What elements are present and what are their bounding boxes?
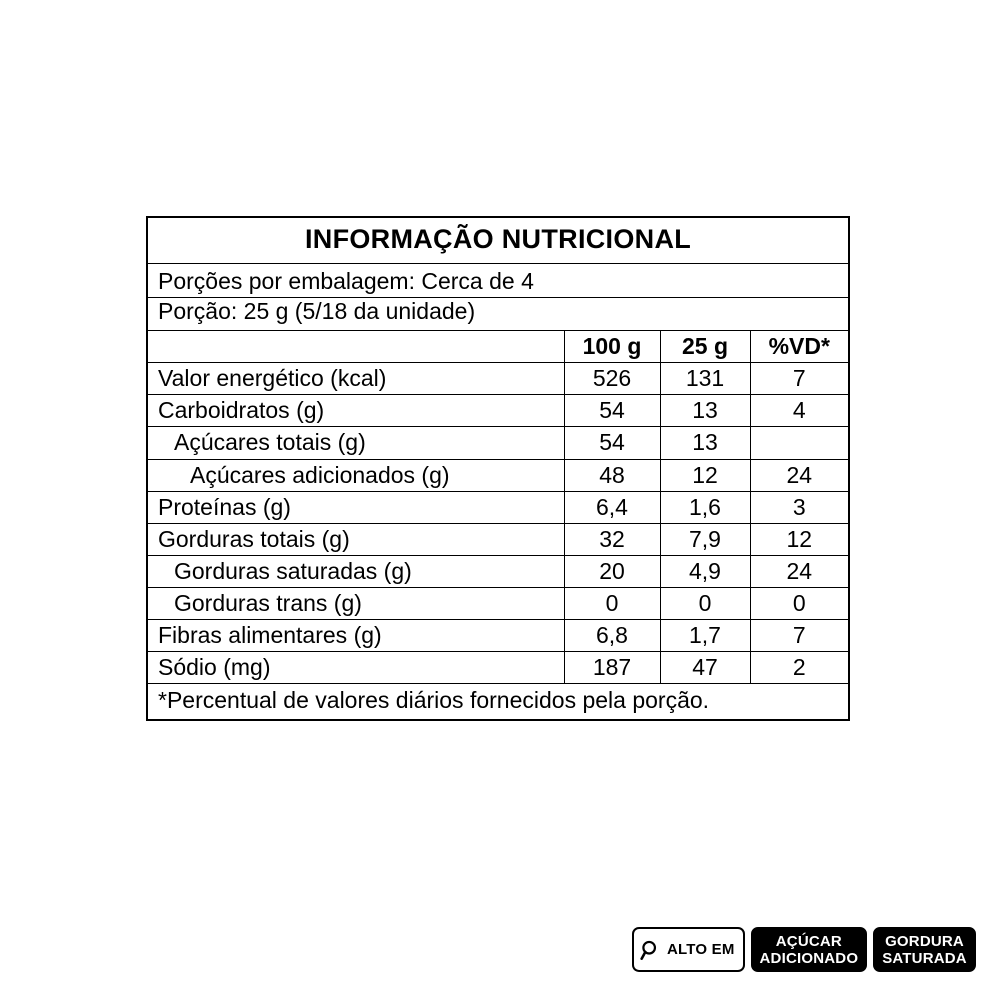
nutrient-name: Sódio (mg) [148,652,564,684]
nutrient-value-vd: 24 [750,555,848,587]
nutrient-value-vd: 7 [750,620,848,652]
seal-alto-em [632,927,745,972]
seal-gordura-saturada [873,927,976,972]
nutrient-value-vd: 4 [750,395,848,427]
table-row [148,363,848,395]
servings-per-package: Porções por embalagem: Cerca de 4 [148,263,848,297]
table-row-portion [148,297,848,330]
nutrient-name: Gorduras totais (g) [148,523,564,555]
seal-gordura-line2: SATURADA [882,949,967,967]
nutrient-value-25g: 12 [660,459,750,491]
column-header-100g: 100 g [564,331,660,363]
table-row-footnote [148,684,848,719]
nutrient-value-vd: 24 [750,459,848,491]
seal-gordura-line1: GORDURA [885,932,964,950]
table-row-header [148,331,848,363]
nutrient-value-25g: 4,9 [660,555,750,587]
table-row [148,427,848,459]
table-row [148,588,848,620]
column-header-vd: %VD* [750,331,848,363]
magnifier-icon [640,939,662,961]
portion-size: Porção: 25 g (5/18 da unidade) [148,297,848,330]
nutrient-value-100g: 6,4 [564,491,660,523]
nutrition-table [148,218,848,719]
nutrient-value-25g: 47 [660,652,750,684]
nutrient-value-vd [750,427,848,459]
seal-acucar-adicionado [751,927,868,972]
nutrient-value-25g: 1,6 [660,491,750,523]
nutrient-value-25g: 131 [660,363,750,395]
nutrient-value-25g: 1,7 [660,620,750,652]
nutrient-name: Fibras alimentares (g) [148,620,564,652]
nutrient-name: Gorduras saturadas (g) [148,555,564,587]
nutrient-value-vd: 0 [750,588,848,620]
nutrient-name: Valor energético (kcal) [148,363,564,395]
nutrient-value-100g: 526 [564,363,660,395]
nutrient-name: Carboidratos (g) [148,395,564,427]
nutrient-value-100g: 48 [564,459,660,491]
column-header-blank [148,331,564,363]
nutrient-name: Açúcares adicionados (g) [148,459,564,491]
nutrient-value-vd: 7 [750,363,848,395]
nutrient-name: Proteínas (g) [148,491,564,523]
nutrient-name: Gorduras trans (g) [148,588,564,620]
front-of-pack-warning-seals [632,927,976,972]
nutrient-value-100g: 0 [564,588,660,620]
nutrient-value-25g: 13 [660,427,750,459]
daily-values-footnote: *Percentual de valores diários fornecidos pela porção. [148,684,848,719]
table-row [148,620,848,652]
table-row-title [148,218,848,263]
seal-alto-em-label: ALTO EM [667,941,735,958]
nutrient-value-100g: 54 [564,427,660,459]
seal-acucar-line2: ADICIONADO [759,949,859,967]
nutrient-value-100g: 20 [564,555,660,587]
nutrient-value-100g: 32 [564,523,660,555]
nutrient-value-100g: 187 [564,652,660,684]
column-header-25g: 25 g [660,331,750,363]
nutrient-value-25g: 13 [660,395,750,427]
nutrient-value-25g: 7,9 [660,523,750,555]
nutrition-facts-table [146,216,850,721]
nutrient-value-vd: 2 [750,652,848,684]
nutrient-value-25g: 0 [660,588,750,620]
table-row [148,523,848,555]
nutrient-name: Açúcares totais (g) [148,427,564,459]
nutrient-value-100g: 54 [564,395,660,427]
table-row [148,555,848,587]
seal-acucar-line1: AÇÚCAR [775,932,842,950]
table-row [148,491,848,523]
nutrient-value-vd: 3 [750,491,848,523]
nutrient-value-vd: 12 [750,523,848,555]
table-row [148,459,848,491]
nutrition-title: INFORMAÇÃO NUTRICIONAL [148,218,848,263]
nutrient-value-100g: 6,8 [564,620,660,652]
table-row [148,395,848,427]
table-row [148,652,848,684]
table-row-servings [148,263,848,297]
